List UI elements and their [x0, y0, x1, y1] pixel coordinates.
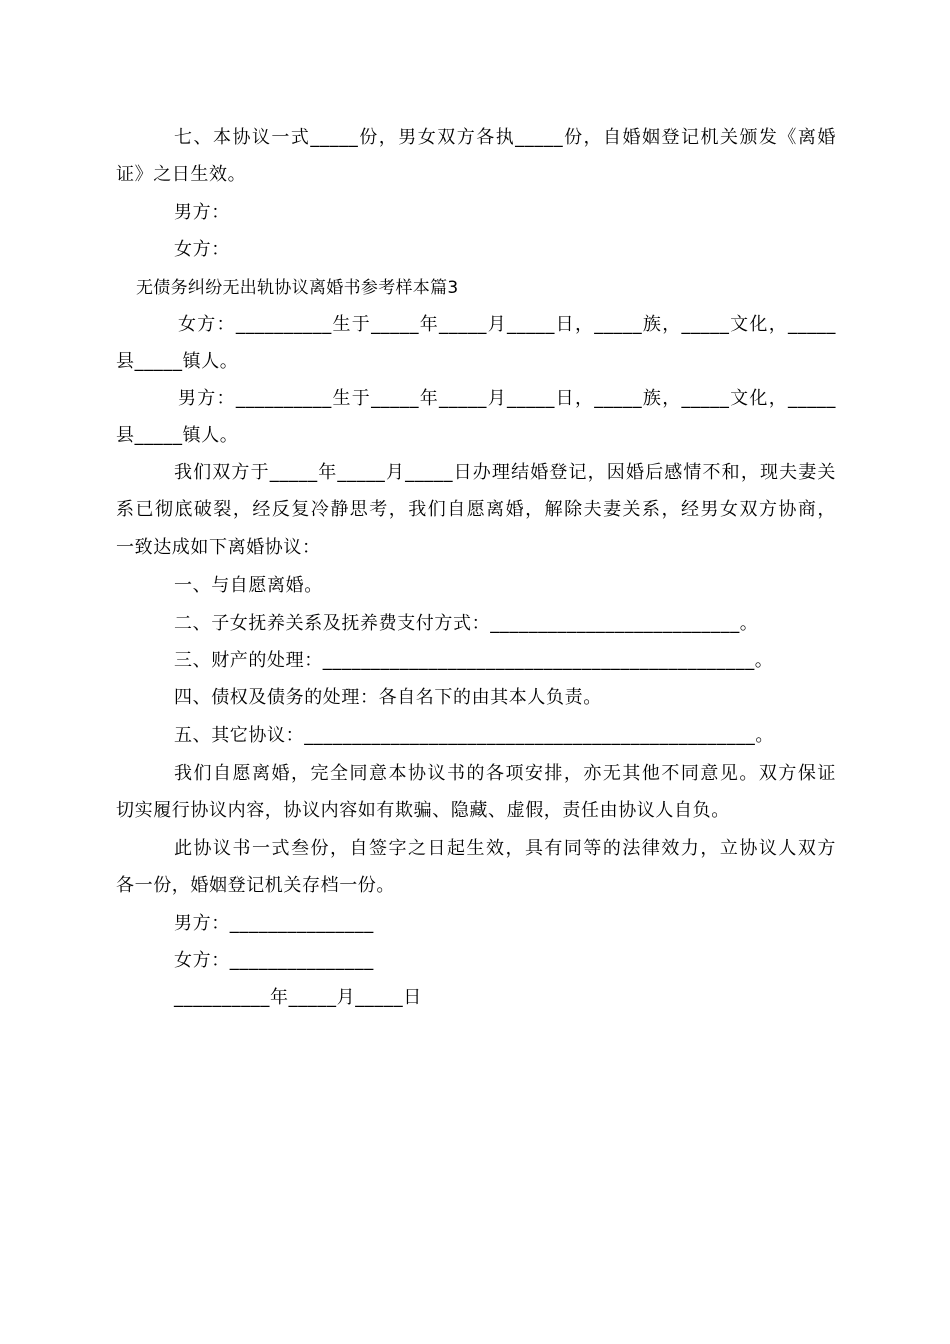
effect-paragraph-line-2: 各一份，婚姻登记机关存档一份。	[116, 875, 395, 896]
male-party-signature-line: 男方：_______________	[174, 913, 374, 934]
clause-one: 一、与自愿离婚。	[174, 575, 323, 596]
voluntary-paragraph-line-1: 我们自愿离婚，完全同意本协议书的各项安排，亦无其他不同意见。双方保证	[174, 763, 836, 784]
clause-five: 五、其它协议：_______________________________________________。	[174, 725, 774, 746]
male-party-signature-label: 男方：	[174, 202, 230, 223]
clause-three: 三、财产的处理：_____________________________________________。	[174, 650, 774, 671]
female-party-info-line-2: 县_____镇人。	[116, 351, 239, 372]
female-party-signature-label: 女方：	[174, 239, 230, 260]
clause-seven-line-2: 证》之日生效。	[116, 164, 247, 185]
intro-paragraph-line-3: 一致达成如下离婚协议：	[116, 537, 321, 558]
section-title: 无债务纠纷无出轨协议离婚书参考样本篇3	[136, 278, 459, 298]
voluntary-paragraph-line-2: 切实履行协议内容，协议内容如有欺骗、隐藏、虚假，责任由协议人自负。	[116, 800, 730, 821]
male-party-info-line-1: 男方：__________生于_____年_____月_____日，_____族，_____文化，_____	[178, 388, 836, 409]
female-party-info-line-1: 女方：__________生于_____年_____月_____日，_____族，_____文化，_____	[178, 314, 836, 335]
clause-two: 二、子女抚养关系及抚养费支付方式：__________________________。	[174, 613, 759, 634]
female-party-signature-line: 女方：_______________	[174, 950, 374, 971]
clause-four: 四、债权及债务的处理：各自名下的由其本人负责。	[174, 687, 602, 708]
effect-paragraph-line-1: 此协议书一式叁份，自签字之日起生效，具有同等的法律效力，立协议人双方	[174, 838, 836, 859]
intro-paragraph-line-1: 我们双方于_____年_____月_____日办理结婚登记，因婚后感情不和，现夫妻关	[174, 462, 836, 483]
intro-paragraph-line-2: 系已彻底破裂，经反复冷静思考，我们自愿离婚，解除夫妻关系，经男女双方协商，	[116, 499, 836, 520]
male-party-info-line-2: 县_____镇人。	[116, 425, 239, 446]
date-line: __________年_____月_____日	[174, 987, 422, 1008]
clause-seven-line-1: 七、本协议一式_____份，男女双方各执_____份，自婚姻登记机关颁发《离婚	[174, 127, 836, 148]
